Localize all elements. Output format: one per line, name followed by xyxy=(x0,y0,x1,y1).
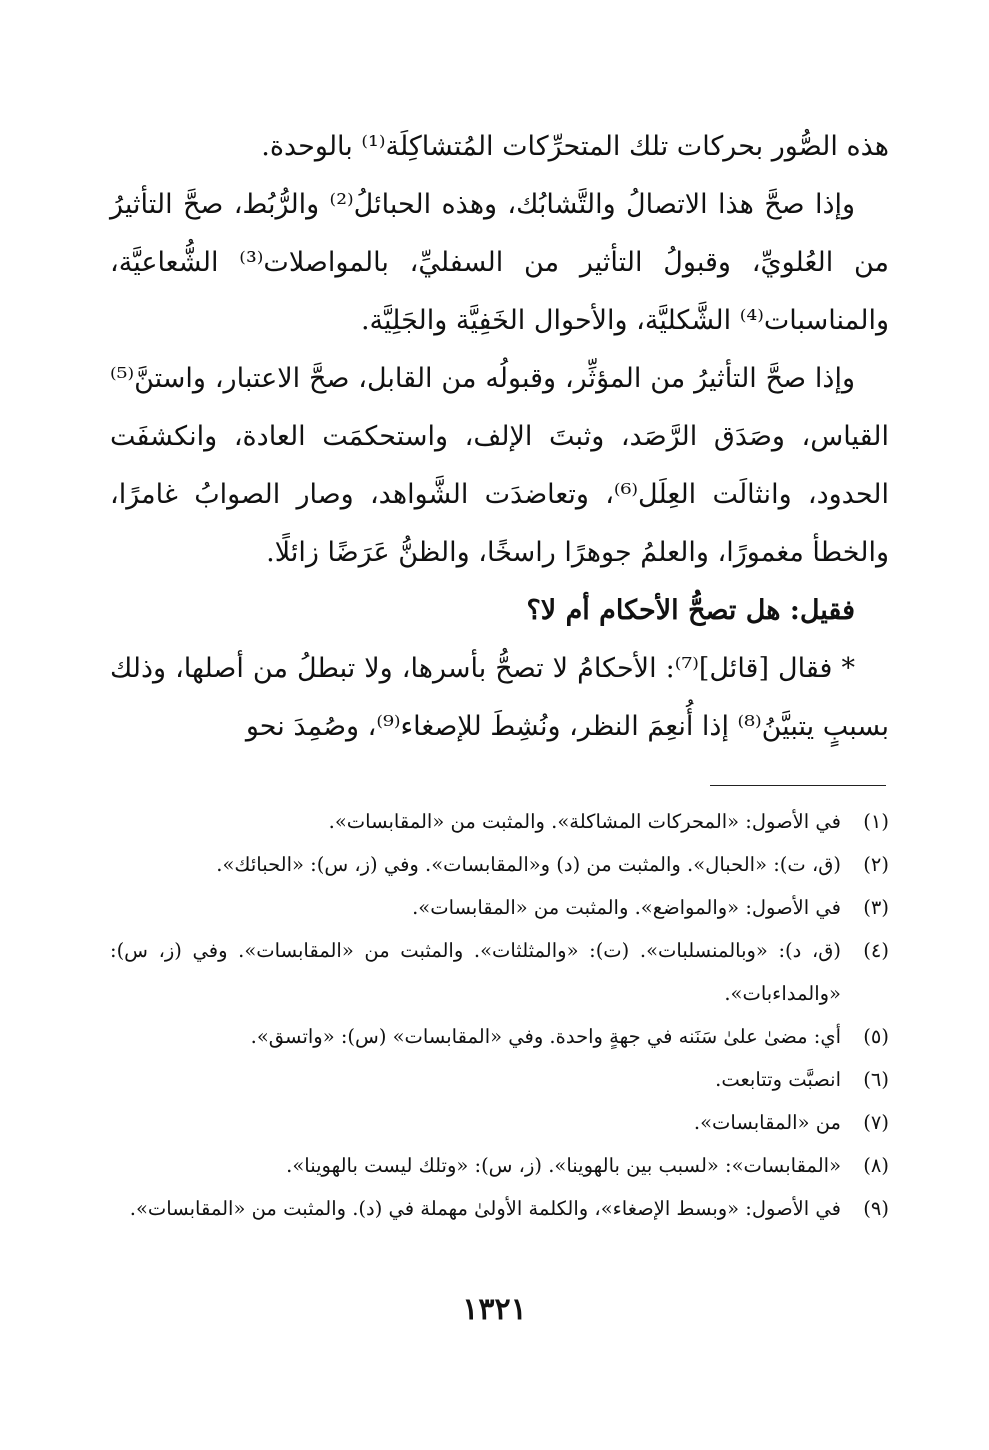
footnote xyxy=(110,1187,889,1230)
footnote-number: (٣) xyxy=(863,896,889,919)
footnote-number: (٧) xyxy=(863,1111,889,1134)
footnote-text: من «المقابسات». xyxy=(693,1111,841,1134)
footnotes xyxy=(110,800,889,1230)
footnote xyxy=(110,800,889,843)
footnote-text: (ق، ت): «الحبال». والمثبت من (د) و«المقابسات». وفي (ز، س): «الحبائك». xyxy=(216,853,841,876)
paragraph: هذه الصُّور بحركات تلك المتحرِّكات المُتشاكِلَة⁽¹⁾ بالوحدة. xyxy=(261,131,889,162)
footnote xyxy=(110,1101,889,1144)
footnote-number: (٥) xyxy=(863,1025,889,1048)
footnote xyxy=(110,929,889,1015)
footnote-text: في الأصول: «المحركات المشاكلة». والمثبت من «المقابسات». xyxy=(328,810,841,833)
footnote xyxy=(110,1144,889,1187)
paragraph: وإذا صحَّ التأثيرُ من المؤثِّر، وقبولُه من القابل، صحَّ الاعتبار، واستنَّ⁽⁵⁾ القياس، وصَدَق الرَّصَد، وثبتَ الإلف، واستحكمَت العادة، وانكشفَت الحدود، وانثالَت العِلَل⁽⁶⁾، وتعاضدَت الشَّواهد، وصار الصوابُ غامرًا، والخطأ مغمورًا، والعلمُ جوهرًا راسخًا، والظنُّ عَرَضًا زائلًا. xyxy=(110,363,889,568)
footnote-text: أي: مضىٰ علىٰ سَنَنه في جهةٍ واحدة. وفي «المقابسات» (س): «واتسق». xyxy=(250,1025,841,1048)
page-number: ١٣٢١ xyxy=(462,1292,527,1327)
main-text xyxy=(110,118,889,756)
footnote-number: (٦) xyxy=(863,1068,889,1091)
footnote-text: (ق، د): «وبالمنسلبات». (ت): «والمثلثات». والمثبت من «المقابسات». وفي (ز، س): «والمداءبات». xyxy=(110,939,841,1005)
footnote-text: في الأصول: «والمواضع». والمثبت من «المقابسات». xyxy=(412,896,841,919)
question-heading: فقيل: هل تصحُّ الأحكام أم لا؟ xyxy=(526,595,855,626)
footnote-text: انصبَّت وتتابعت. xyxy=(715,1068,841,1091)
paragraph: وإذا صحَّ هذا الاتصالُ والتَّشابُك، وهذه الحبائلُ⁽²⁾ والرُّبُط، صحَّ التأثيرُ من العُلويِّ، وقبولُ التأثير من السفليِّ، بالمواصلات⁽³⁾ الشُّعاعيَّة، والمناسبات⁽⁴⁾ الشَّكليَّة، والأحوال الخَفِيَّة والجَلِيَّة. xyxy=(110,189,890,336)
footnote-separator xyxy=(710,785,886,786)
footnote xyxy=(110,1015,889,1058)
paragraph: * فقال [قائل]⁽⁷⁾: الأحكامُ لا تصحُّ بأسرها، ولا تبطلُ من أصلها، وذلك بسببٍ يتبيَّنُ⁽⁸⁾ إذا أُنعِمَ النظر، ونُشِطَ للإصغاء⁽⁹⁾، وصُمِدَ نحو xyxy=(110,653,889,742)
footnote-number: (٢) xyxy=(863,853,889,876)
footnote-number: (٩) xyxy=(863,1197,889,1220)
footnote xyxy=(110,1058,889,1101)
footnote xyxy=(110,886,889,929)
footnote-text: في الأصول: «وبسط الإصغاء»، والكلمة الأولىٰ مهملة في (د). والمثبت من «المقابسات». xyxy=(129,1197,841,1220)
footnote-number: (٤) xyxy=(863,939,889,962)
footnote-number: (١) xyxy=(863,810,889,833)
footnote-number: (٨) xyxy=(863,1154,889,1177)
footnote-text: «المقابسات»: «لسبب بين بالهوينا». (ز، س): «وتلك ليست بالهوينا». xyxy=(286,1154,841,1177)
footnote xyxy=(110,843,889,886)
